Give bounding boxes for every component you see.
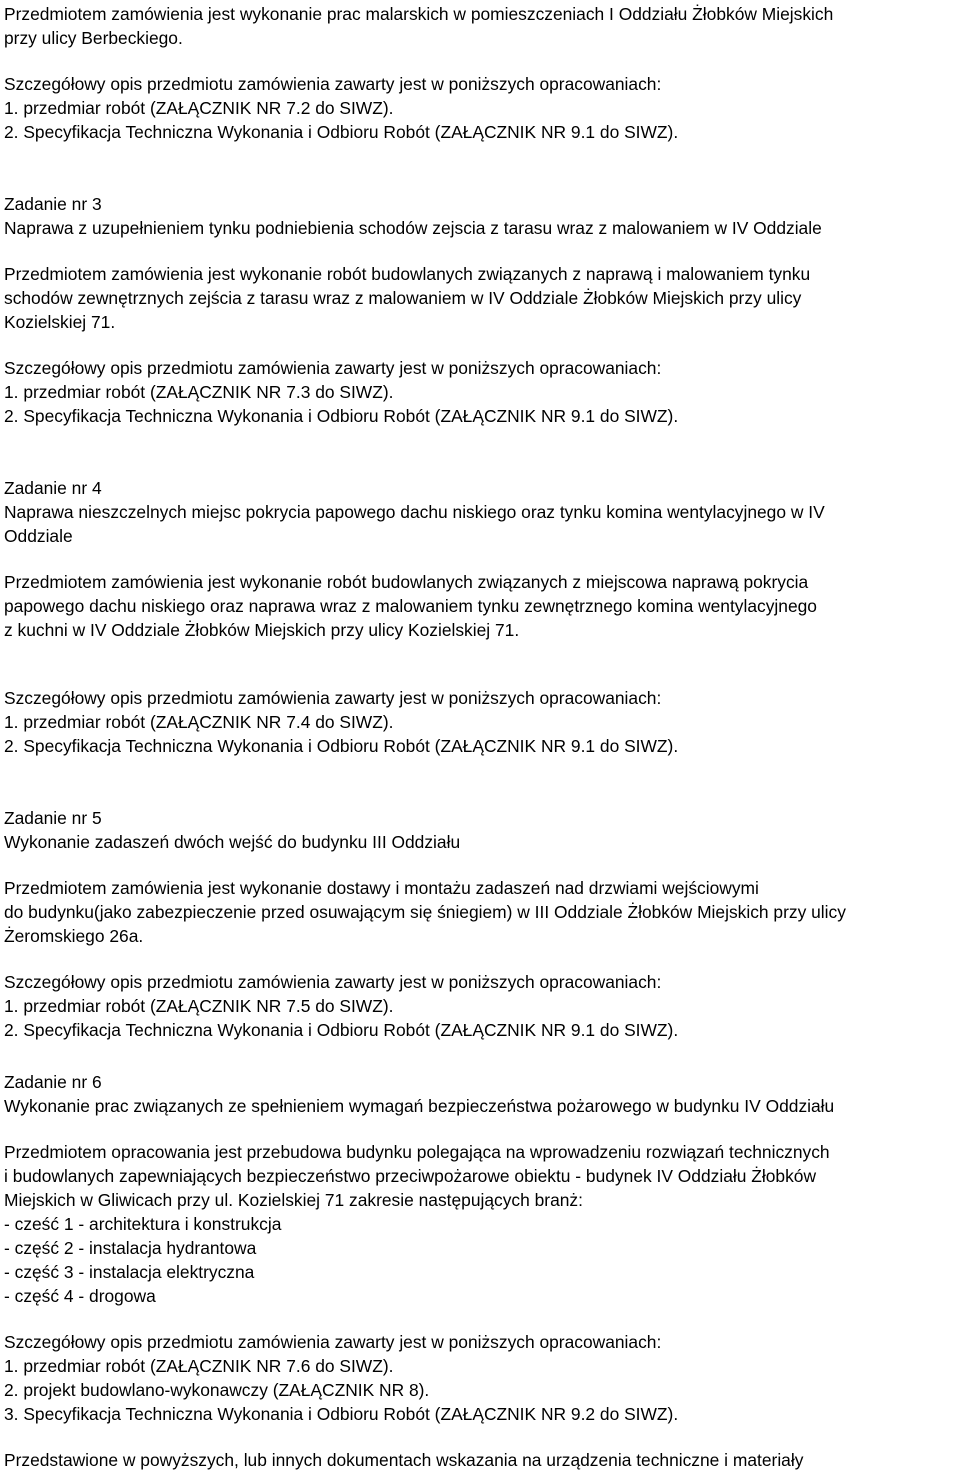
section-heading: Zadanie nr 3 <box>4 194 102 214</box>
text-line: Miejskich w Gliwicach przy ul. Kozielskiej 71 zakresie następujących branż: <box>4 1190 583 1210</box>
section-title: Naprawa nieszczelnych miejsc pokrycia papowego dachu niskiego oraz tynku komina wentylacyjnego w IV <box>4 502 825 522</box>
text-line: Szczegółowy opis przedmiotu zamówienia zawarty jest w poniższych opracowaniach: <box>4 688 662 708</box>
text-line: 2. Specyfikacja Techniczna Wykonania i Odbioru Robót (ZAŁĄCZNIK NR 9.1 do SIWZ). <box>4 1020 679 1040</box>
list-item: - część 4 - drogowa <box>4 1286 156 1306</box>
text-line: Przedmiotem zamówienia jest wykonanie robót budowlanych związanych z miejscowa naprawą pokrycia <box>4 572 809 592</box>
text-line: 1. przedmiar robót (ZAŁĄCZNIK NR 7.2 do SIWZ). <box>4 98 394 118</box>
text-line: Przedmiotem zamówienia jest wykonanie dostawy i montażu zadaszeń nad drzwiami wejściowymi <box>4 878 759 898</box>
text-line: Przedmiotem zamówienia jest wykonanie prac malarskich w pomieszczeniach I Oddziału Żłobków Miejskich <box>4 4 834 24</box>
text-line: 2. Specyfikacja Techniczna Wykonania i Odbioru Robót (ZAŁĄCZNIK NR 9.1 do SIWZ). <box>4 736 679 756</box>
section-heading: Zadanie nr 4 <box>4 478 102 498</box>
text-line: 3. Specyfikacja Techniczna Wykonania i Odbioru Robót (ZAŁĄCZNIK NR 9.2 do SIWZ). <box>4 1404 679 1424</box>
text-line: Szczegółowy opis przedmiotu zamówienia zawarty jest w poniższych opracowaniach: <box>4 1332 662 1352</box>
list-item: - część 2 - instalacja hydrantowa <box>4 1238 257 1258</box>
section-title: Wykonanie zadaszeń dwóch wejść do budynku III Oddziału <box>4 832 461 852</box>
text-line: Przedmiotem zamówienia jest wykonanie robót budowlanych związanych z naprawą i malowaniem tynku <box>4 264 811 284</box>
list-item: - cześć 1 - architektura i konstrukcja <box>4 1214 282 1234</box>
section-title: Oddziale <box>4 526 73 546</box>
section-heading: Zadanie nr 6 <box>4 1072 102 1092</box>
section-heading: Zadanie nr 5 <box>4 808 102 828</box>
text-line: 2. projekt budowlano-wykonawczy (ZAŁĄCZNIK NR 8). <box>4 1380 430 1400</box>
text-line: Kozielskiej 71. <box>4 312 116 332</box>
text-line: przy ulicy Berbeckiego. <box>4 28 183 48</box>
text-line: Szczegółowy opis przedmiotu zamówienia zawarty jest w poniższych opracowaniach: <box>4 358 662 378</box>
text-line: z kuchni w IV Oddziale Żłobków Miejskich przy ulicy Kozielskiej 71. <box>4 620 520 640</box>
text-line: papowego dachu niskiego oraz naprawa wraz z malowaniem tynku zewnętrznego komina wentylacyjnego <box>4 596 817 616</box>
text-line: do budynku(jako zabezpieczenie przed osuwającym się śniegiem) w III Oddziale Żłobków Miejskich przy ulicy <box>4 902 846 922</box>
text-line: Szczegółowy opis przedmiotu zamówienia zawarty jest w poniższych opracowaniach: <box>4 74 662 94</box>
text-line: 1. przedmiar robót (ZAŁĄCZNIK NR 7.4 do SIWZ). <box>4 712 394 732</box>
text-line: 2. Specyfikacja Techniczna Wykonania i Odbioru Robót (ZAŁĄCZNIK NR 9.1 do SIWZ). <box>4 406 679 426</box>
text-line: 1. przedmiar robót (ZAŁĄCZNIK NR 7.5 do SIWZ). <box>4 996 394 1016</box>
section-title: Wykonanie prac związanych ze spełnieniem wymagań bezpieczeństwa pożarowego w budynku IV Oddziału <box>4 1096 835 1116</box>
text-line: i budowlanych zapewniających bezpieczeństwo przeciwpożarowe obiektu - budynek IV Oddziału Żłobków <box>4 1166 817 1186</box>
section-title: Naprawa z uzupełnieniem tynku podniebienia schodów zejscia z tarasu wraz z malowaniem w IV Oddziale <box>4 218 822 238</box>
list-item: - część 3 - instalacja elektryczna <box>4 1262 255 1282</box>
text-line: 1. przedmiar robót (ZAŁĄCZNIK NR 7.6 do SIWZ). <box>4 1356 394 1376</box>
text-line: schodów zewnętrznych zejścia z tarasu wraz z malowaniem w IV Oddziale Żłobków Miejskich przy ulicy <box>4 288 802 308</box>
text-line: Przedstawione w powyższych, lub innych dokumentach wskazania na urządzenia techniczne i materiały <box>4 1450 804 1470</box>
text-line: Przedmiotem opracowania jest przebudowa budynku polegająca na wprowadzeniu rozwiązań technicznych <box>4 1142 830 1162</box>
text-line: 1. przedmiar robót (ZAŁĄCZNIK NR 7.3 do SIWZ). <box>4 382 394 402</box>
text-line: Żeromskiego 26a. <box>4 926 144 946</box>
text-line: 2. Specyfikacja Techniczna Wykonania i Odbioru Robót (ZAŁĄCZNIK NR 9.1 do SIWZ). <box>4 122 679 142</box>
text-line: Szczegółowy opis przedmiotu zamówienia zawarty jest w poniższych opracowaniach: <box>4 972 662 992</box>
